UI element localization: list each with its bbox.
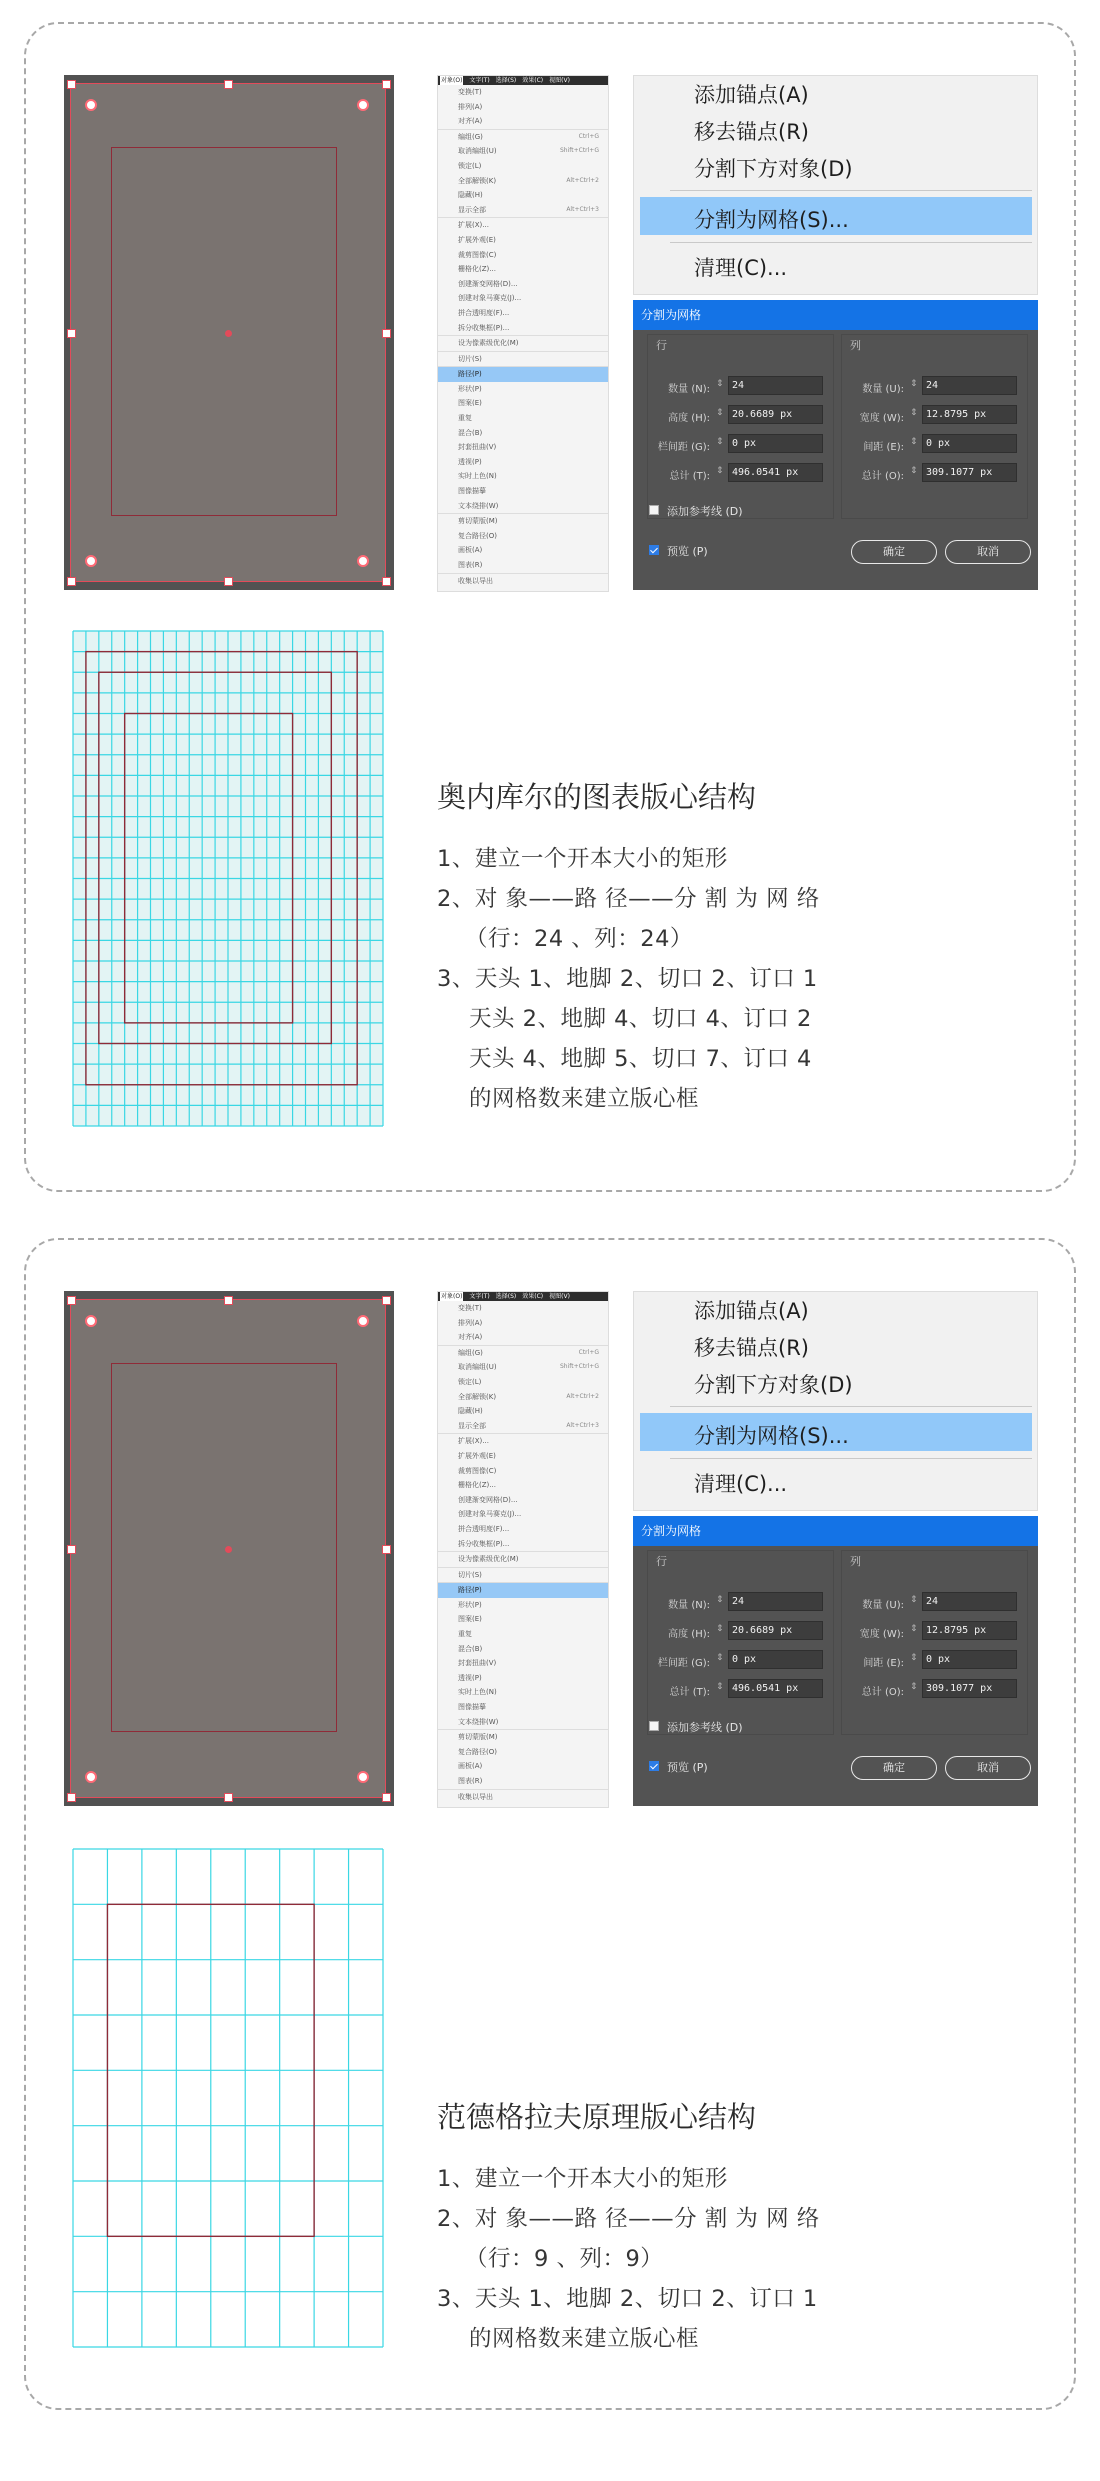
menu-item-label: 变换(T)	[458, 1304, 482, 1312]
menu-item-label: 透视(P)	[458, 457, 482, 466]
menu-item[interactable]	[438, 573, 608, 589]
menu-item[interactable]	[438, 1671, 608, 1686]
menu-item-label: 混合(B)	[458, 1644, 483, 1653]
menu-item[interactable]	[438, 1612, 608, 1627]
columns-group	[841, 1550, 1028, 1735]
preview-checkbox[interactable]	[649, 545, 659, 555]
menu-item[interactable]	[438, 1627, 608, 1642]
menu-item-shortcut: Alt+Ctrl+3	[566, 205, 599, 213]
step-text: 天头 4、地脚 5、切口 7、订口 4	[469, 1046, 812, 1072]
menu-item[interactable]	[438, 426, 608, 441]
stepper-icon[interactable]: ⇕	[716, 408, 724, 418]
resize-handle[interactable]	[382, 1545, 391, 1554]
menu-item-label: 拼合透明度(F)...	[458, 308, 510, 317]
step-text: 的网格数来建立版心框	[469, 1086, 700, 1112]
menu-item[interactable]	[438, 1301, 608, 1316]
preview-label: 预览 (P)	[667, 1761, 708, 1774]
step-text: 3、天头 1、地脚 2、切口 2、订口 1	[437, 966, 818, 992]
menu-item-label: 扩展(X)...	[458, 1437, 489, 1446]
menu-item[interactable]	[438, 262, 608, 277]
resize-handle[interactable]	[224, 1296, 233, 1305]
stepper-icon[interactable]: ⇕	[910, 1595, 918, 1605]
menu-item-label: 重复	[458, 414, 472, 423]
menu-item[interactable]	[438, 1507, 608, 1522]
stepper-icon[interactable]: ⇕	[716, 1653, 724, 1663]
menu-item-label: 实时上色(N)	[458, 1688, 497, 1697]
menu-item-label: 形状(P)	[458, 384, 482, 393]
menu-item[interactable]	[438, 174, 608, 189]
rows-height-label: 高度 (H):	[668, 1629, 710, 1640]
columns-group	[841, 334, 1028, 519]
add-guides-checkbox[interactable]	[649, 505, 659, 515]
menu-item-label: 取消编组(U)	[458, 1363, 497, 1372]
cancel-button[interactable]: 取消	[945, 540, 1031, 564]
menubar-item[interactable]: 对象(O)	[441, 1293, 463, 1300]
cols-total-label: 总计 (O):	[861, 471, 904, 482]
menu-item-divide-objects-below[interactable]: 分割下方对象(D)	[694, 157, 853, 181]
menubar-item[interactable]: 视图(V)	[549, 1293, 570, 1300]
menu-item[interactable]	[438, 85, 608, 100]
stepper-icon[interactable]: ⇕	[910, 379, 918, 389]
menu-item[interactable]	[438, 543, 608, 558]
menubar-item[interactable]: 效果(C)	[522, 77, 544, 84]
menubar-item[interactable]: 选择(S)	[495, 1293, 517, 1300]
menu-item[interactable]	[438, 1345, 608, 1361]
menu-item[interactable]	[438, 1404, 608, 1419]
menu-item-label: 扩展外观(E)	[458, 235, 496, 244]
resize-handle[interactable]	[67, 577, 76, 586]
step-text: 2、对 象——路 径——分 割 为 网 络	[437, 2206, 820, 2232]
menu-item[interactable]	[438, 1449, 608, 1464]
add-guides-label: 添加参考线 (D)	[667, 1721, 743, 1734]
menu-item-shortcut: Alt+Ctrl+3	[566, 1421, 599, 1429]
menu-item[interactable]	[438, 114, 608, 129]
menu-item[interactable]	[438, 248, 608, 263]
step-text: 天头 2、地脚 4、切口 4、订口 2	[469, 1006, 812, 1032]
menu-item-label: 排列(A)	[458, 1318, 483, 1327]
rows-number-field[interactable]: 24	[728, 376, 823, 395]
menu-item-label: 编组(G)	[458, 1348, 483, 1357]
stepper-icon[interactable]: ⇕	[716, 1624, 724, 1634]
menu-item[interactable]	[438, 1478, 608, 1493]
step-text: （行：24 、列：24）	[465, 926, 693, 952]
corner-widget[interactable]	[85, 555, 97, 567]
menu-separator	[670, 190, 1032, 191]
menu-item-label: 拆分收集框(P)...	[458, 1539, 510, 1548]
menu-item-label: 拼合透明度(F)...	[458, 1524, 510, 1533]
rows-gutter-field[interactable]: 0 px	[728, 1650, 823, 1669]
text-block-frame	[111, 147, 337, 516]
menu-separator	[670, 1458, 1032, 1459]
stepper-icon[interactable]: ⇕	[910, 408, 918, 418]
resize-handle[interactable]	[382, 329, 391, 338]
menu-item-label: 栅格化(Z)...	[458, 265, 496, 274]
path-submenu-zoom	[633, 75, 1038, 295]
stepper-icon[interactable]: ⇕	[910, 466, 918, 476]
menu-item[interactable]	[438, 1715, 608, 1730]
menu-item-cleanup[interactable]: 清理(C)...	[694, 256, 788, 280]
menu-item[interactable]	[438, 129, 608, 145]
menu-item[interactable]	[438, 469, 608, 484]
split-into-grid-dialog	[633, 1516, 1038, 1806]
menu-item[interactable]	[438, 335, 608, 351]
add-guides-label: 添加参考线 (D)	[667, 505, 743, 518]
menu-item-label: 隐藏(H)	[458, 1407, 483, 1416]
resize-handle[interactable]	[67, 1793, 76, 1802]
menu-item[interactable]	[438, 277, 608, 292]
menu-item[interactable]	[438, 499, 608, 514]
menu-item[interactable]	[438, 1375, 608, 1390]
menu-bar	[438, 1292, 608, 1301]
cols-width-label: 宽度 (W):	[859, 1629, 904, 1640]
stepper-icon[interactable]: ⇕	[910, 437, 918, 447]
menu-item-label: 全部解锁(K)	[458, 1392, 497, 1401]
rows-total-field[interactable]: 496.0541 px	[728, 463, 823, 482]
rows-height-field[interactable]: 20.6689 px	[728, 405, 823, 424]
menu-item[interactable]	[438, 1729, 608, 1745]
rows-group	[647, 334, 834, 519]
step-text: 3、天头 1、地脚 2、切口 2、订口 1	[437, 2286, 818, 2312]
cols-total-label: 总计 (O):	[861, 1687, 904, 1698]
menu-item-label: 路径(P)	[458, 370, 482, 379]
grid-svg	[72, 630, 384, 1127]
menu-item[interactable]	[438, 217, 608, 233]
cancel-button[interactable]: 取消	[945, 1756, 1031, 1780]
stepper-icon[interactable]: ⇕	[716, 379, 724, 389]
menu-item[interactable]	[438, 440, 608, 455]
rows-total-field[interactable]: 496.0541 px	[728, 1679, 823, 1698]
menu-item-label: 收集以导出	[458, 1792, 493, 1801]
menu-item-label: 复合路径(O)	[458, 1747, 497, 1756]
cols-number-field[interactable]: 24	[922, 1592, 1017, 1611]
menu-item-label: 创建渐变网格(D)...	[458, 1495, 518, 1504]
menu-item[interactable]	[438, 558, 608, 573]
section-title: 范德格拉夫原理版心结构	[437, 2100, 757, 2134]
menu-item-label: 剪切蒙版(M)	[458, 517, 498, 526]
rows-heading: 行	[656, 339, 667, 352]
menu-item-add-anchor[interactable]: 添加锚点(A)	[694, 83, 809, 107]
corner-widget[interactable]	[357, 1771, 369, 1783]
corner-widget[interactable]	[357, 99, 369, 111]
split-into-grid-dialog	[633, 300, 1038, 590]
section-title: 奥内库尔的图表版心结构	[437, 780, 757, 814]
menu-item[interactable]	[438, 1745, 608, 1760]
columns-heading: 列	[850, 339, 861, 352]
menu-item[interactable]	[438, 513, 608, 529]
menu-item-shortcut: Shift+Ctrl+G	[559, 147, 599, 155]
menu-item[interactable]	[438, 411, 608, 426]
menu-item-label: 图案(E)	[458, 399, 482, 408]
menu-item[interactable]	[438, 1537, 608, 1552]
menu-item[interactable]	[438, 351, 608, 367]
menu-item-remove-anchor[interactable]: 移去锚点(R)	[694, 1336, 809, 1360]
menu-item-shortcut: Alt+Ctrl+2	[566, 176, 599, 184]
stepper-icon[interactable]: ⇕	[910, 1682, 918, 1692]
corner-widget[interactable]	[357, 1315, 369, 1327]
menu-item-label: 取消编组(U)	[458, 147, 497, 156]
stepper-icon[interactable]: ⇕	[716, 437, 724, 447]
menu-item-label: 变换(T)	[458, 88, 482, 96]
menu-item-label: 透视(P)	[458, 1673, 482, 1682]
menu-item[interactable]	[438, 484, 608, 499]
resize-handle[interactable]	[224, 80, 233, 89]
object-menu	[437, 75, 609, 592]
dialog-title: 分割为网格	[633, 1516, 1038, 1546]
cols-width-field[interactable]: 12.8795 px	[922, 405, 1017, 424]
stepper-icon[interactable]: ⇕	[716, 1595, 724, 1605]
menu-item-label: 复合路径(O)	[458, 531, 497, 540]
cols-number-label: 数量 (U):	[862, 1600, 904, 1611]
preview-label: 预览 (P)	[667, 545, 708, 558]
step-text: 1、建立一个开本大小的矩形	[437, 846, 728, 872]
menu-item-label: 图像描摹	[458, 1703, 486, 1712]
stepper-icon[interactable]: ⇕	[910, 1653, 918, 1663]
menu-item-label: 图像描摹	[458, 487, 486, 496]
menu-item[interactable]	[438, 203, 608, 218]
menu-item[interactable]	[438, 291, 608, 306]
menu-item-label: 重复	[458, 1630, 472, 1639]
menu-item-divide-objects-below[interactable]: 分割下方对象(D)	[694, 1373, 853, 1397]
rows-total-label: 总计 (T):	[669, 1687, 710, 1698]
resize-handle[interactable]	[382, 80, 391, 89]
menu-item[interactable]	[438, 1582, 608, 1598]
preview-checkbox[interactable]	[649, 1761, 659, 1771]
menu-item-shortcut: Shift+Ctrl+G	[559, 1363, 599, 1371]
menu-item[interactable]	[438, 321, 608, 336]
menu-item-label: 设为像素级优化(M)	[458, 1555, 519, 1564]
menu-item-label: 排列(A)	[458, 102, 483, 111]
menu-item-label: 编组(G)	[458, 132, 483, 141]
menu-item-label: 收集以导出	[458, 576, 493, 585]
dialog-title: 分割为网格	[633, 300, 1038, 330]
stepper-icon[interactable]: ⇕	[716, 466, 724, 476]
menu-item-label: 文本绕排(W)	[458, 501, 499, 510]
menu-item-label: 锁定(L)	[458, 1377, 482, 1386]
menu-item-shortcut: Alt+Ctrl+2	[566, 1392, 599, 1400]
menu-item-label: 扩展外观(E)	[458, 1451, 496, 1460]
menubar-item[interactable]: 文字(T)	[469, 77, 490, 84]
grid-diagram	[72, 1848, 384, 2348]
menu-item-label: 混合(B)	[458, 428, 483, 437]
menu-item-label: 设为像素级优化(M)	[458, 339, 519, 348]
menu-item-label: 创建对象马赛克(J)...	[458, 1510, 522, 1519]
menubar-item[interactable]: 效果(C)	[522, 1293, 544, 1300]
menubar-item[interactable]: 对象(O)	[441, 77, 463, 84]
rows-gutter-field[interactable]: 0 px	[728, 434, 823, 453]
menu-item-shortcut: Ctrl+G	[578, 132, 599, 140]
menu-item[interactable]	[438, 1464, 608, 1479]
menu-item[interactable]	[438, 1390, 608, 1405]
menu-item[interactable]	[438, 1774, 608, 1789]
text-block-frame	[111, 1363, 337, 1732]
menu-item-label: 画板(A)	[458, 1762, 483, 1771]
menu-item[interactable]	[438, 1598, 608, 1613]
resize-handle[interactable]	[224, 1793, 233, 1802]
menu-bar	[438, 76, 608, 85]
menu-item-label: 路径(P)	[458, 1586, 482, 1595]
menu-item[interactable]	[438, 1433, 608, 1449]
menu-item[interactable]	[438, 455, 608, 470]
menu-item[interactable]	[438, 1789, 608, 1805]
resize-handle[interactable]	[382, 577, 391, 586]
cols-width-label: 宽度 (W):	[859, 413, 904, 424]
menu-item-label: 图表(R)	[458, 1777, 483, 1785]
step-text: 1、建立一个开本大小的矩形	[437, 2166, 728, 2192]
menu-item[interactable]	[438, 382, 608, 397]
menu-item-label: 拆分收集框(P)...	[458, 323, 510, 332]
menu-item-label: 扩展(X)...	[458, 221, 489, 230]
cols-width-field[interactable]: 12.8795 px	[922, 1621, 1017, 1640]
menu-item-label: 全部解锁(K)	[458, 176, 497, 185]
stepper-icon[interactable]: ⇕	[716, 1682, 724, 1692]
step-text: 的网格数来建立版心框	[469, 2326, 700, 2352]
menu-item[interactable]	[438, 100, 608, 115]
cols-gutter-field[interactable]: 0 px	[922, 1650, 1017, 1669]
menu-item-label: 画板(A)	[458, 546, 483, 555]
menu-item-label: 裁剪图像(C)	[458, 250, 497, 259]
resize-handle[interactable]	[67, 80, 76, 89]
menu-item[interactable]	[438, 144, 608, 159]
rows-number-label: 数量 (N):	[668, 1600, 710, 1611]
rows-total-label: 总计 (T):	[669, 471, 710, 482]
rows-group	[647, 1550, 834, 1735]
menu-item-label: 对齐(A)	[458, 1333, 483, 1342]
rows-gutter-label: 栏间距 (G):	[657, 1658, 710, 1669]
add-guides-checkbox[interactable]	[649, 1721, 659, 1731]
ok-button[interactable]: 确定	[851, 1756, 937, 1780]
menu-item-label: 显示全部	[458, 1421, 486, 1430]
menu-item-label: 栅格化(Z)...	[458, 1481, 496, 1490]
menu-item-label: 切片(S)	[458, 1570, 482, 1579]
rows-heading: 行	[656, 1555, 667, 1568]
menu-item-label: 切片(S)	[458, 354, 482, 363]
menu-item[interactable]	[438, 1316, 608, 1331]
rows-height-label: 高度 (H):	[668, 413, 710, 424]
menu-item-label: 图表(R)	[458, 561, 483, 569]
resize-handle[interactable]	[67, 329, 76, 338]
menu-item-cleanup[interactable]: 清理(C)...	[694, 1472, 788, 1496]
menu-separator	[670, 242, 1032, 243]
menu-item-label: 形状(P)	[458, 1600, 482, 1609]
grid-diagram	[72, 630, 384, 1127]
menu-item[interactable]	[438, 396, 608, 411]
menu-item-add-anchor[interactable]: 添加锚点(A)	[694, 1299, 809, 1323]
menu-item-label: 显示全部	[458, 205, 486, 214]
menu-item-label: 封套扭曲(V)	[458, 1659, 497, 1668]
cols-number-field[interactable]: 24	[922, 376, 1017, 395]
corner-widget[interactable]	[85, 99, 97, 111]
menu-item[interactable]	[438, 1551, 608, 1567]
menu-item[interactable]	[438, 233, 608, 248]
artboard-preview[interactable]	[64, 75, 394, 590]
menubar-item[interactable]: 文字(T)	[469, 1293, 490, 1300]
menu-item[interactable]	[438, 159, 608, 174]
menu-item-label: 隐藏(H)	[458, 191, 483, 200]
menu-item-remove-anchor[interactable]: 移去锚点(R)	[694, 120, 809, 144]
menu-item[interactable]	[438, 529, 608, 544]
resize-handle[interactable]	[224, 577, 233, 586]
columns-heading: 列	[850, 1555, 861, 1568]
menu-item[interactable]	[438, 1642, 608, 1657]
grid-svg	[72, 1848, 384, 2348]
resize-handle[interactable]	[382, 1793, 391, 1802]
cols-gutter-field[interactable]: 0 px	[922, 434, 1017, 453]
menu-separator	[670, 1406, 1032, 1407]
menu-item[interactable]	[438, 366, 608, 382]
menu-item[interactable]	[438, 1493, 608, 1508]
corner-widget[interactable]	[357, 555, 369, 567]
menu-item-label: 裁剪图像(C)	[458, 1466, 497, 1475]
resize-handle[interactable]	[67, 1545, 76, 1554]
cols-total-field[interactable]: 309.1077 px	[922, 1679, 1017, 1698]
cols-gutter-label: 间距 (E):	[863, 442, 904, 453]
menu-item[interactable]	[438, 306, 608, 321]
menu-item-split-into-grid[interactable]: 分割为网格(S)...	[694, 208, 849, 232]
center-point	[225, 1546, 232, 1553]
rows-number-label: 数量 (N):	[668, 384, 710, 395]
resize-handle[interactable]	[382, 1296, 391, 1305]
corner-widget[interactable]	[85, 1771, 97, 1783]
menu-item-label: 锁定(L)	[458, 161, 482, 170]
artboard-preview[interactable]	[64, 1291, 394, 1806]
menu-item[interactable]	[438, 1419, 608, 1434]
menu-item-label: 剪切蒙版(M)	[458, 1733, 498, 1742]
step-text: （行：9 、列：9）	[465, 2246, 664, 2272]
rows-number-field[interactable]: 24	[728, 1592, 823, 1611]
cols-number-label: 数量 (U):	[862, 384, 904, 395]
cols-gutter-label: 间距 (E):	[863, 1658, 904, 1669]
corner-widget[interactable]	[85, 1315, 97, 1327]
rows-height-field[interactable]: 20.6689 px	[728, 1621, 823, 1640]
menubar-item[interactable]: 视图(V)	[549, 77, 570, 84]
menu-item-label: 创建渐变网格(D)...	[458, 279, 518, 288]
menu-item[interactable]	[438, 188, 608, 203]
menu-item-label: 文本绕排(W)	[458, 1717, 499, 1726]
resize-handle[interactable]	[67, 1296, 76, 1305]
menu-item[interactable]	[438, 1522, 608, 1537]
stepper-icon[interactable]: ⇕	[910, 1624, 918, 1634]
object-menu	[437, 1291, 609, 1808]
menu-item-label: 实时上色(N)	[458, 472, 497, 481]
menu-item[interactable]	[438, 1567, 608, 1583]
menu-item-shortcut: Ctrl+G	[578, 1348, 599, 1356]
cols-total-field[interactable]: 309.1077 px	[922, 463, 1017, 482]
rows-gutter-label: 栏间距 (G):	[657, 442, 710, 453]
menu-item-label: 图案(E)	[458, 1615, 482, 1624]
menu-item-label: 创建对象马赛克(J)...	[458, 294, 522, 303]
menu-item[interactable]	[438, 1685, 608, 1700]
menu-item[interactable]	[438, 1700, 608, 1715]
menu-item-split-into-grid[interactable]: 分割为网格(S)...	[694, 1424, 849, 1448]
step-text: 2、对 象——路 径——分 割 为 网 络	[437, 886, 820, 912]
path-submenu-zoom	[633, 1291, 1038, 1511]
ok-button[interactable]: 确定	[851, 540, 937, 564]
menu-item[interactable]	[438, 1656, 608, 1671]
menubar-item[interactable]: 选择(S)	[495, 77, 517, 84]
menu-item[interactable]	[438, 1759, 608, 1774]
menu-item[interactable]	[438, 1360, 608, 1375]
menu-item-label: 对齐(A)	[458, 117, 483, 126]
menu-item[interactable]	[438, 1330, 608, 1345]
menu-item-label: 封套扭曲(V)	[458, 443, 497, 452]
center-point	[225, 330, 232, 337]
